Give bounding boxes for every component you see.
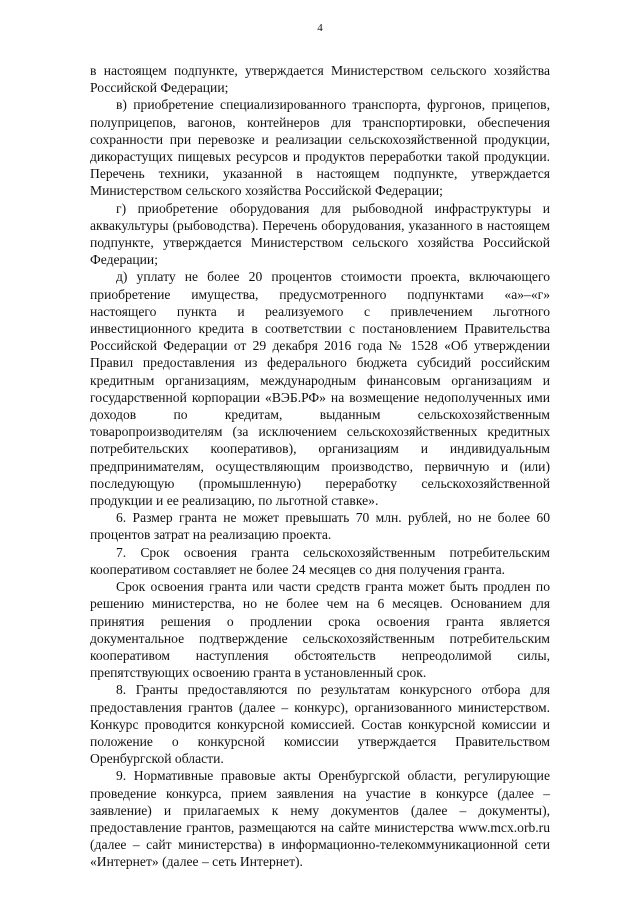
document-body <box>90 62 550 871</box>
paragraph-item-d: д) уплату не более 20 процентов стоимости проекта, включающего приобретение имущества, предусмотренного подпунктами «а»–«г» настоящего пункта и реализуемого с привлечением льготного инвестиционного кредита в соответствии с постановлением Правительства Российской Федерации от 29 декабря 2016 года № 1528 «Об утверждении Правил предоставления из федерального бюджета субсидий российским кредитным организациям, международным финансовым организациям и государственной корпорации «ВЭБ.РФ» на возмещение недополученных ими доходов по кредитам, выданным сельскохозяйственным товаропроизводителям (за исключением сельскохозяйственных кредитных потребительских кооперативов), организациям и индивидуальным предпринимателям, осуществляющим производство, первичную и (или) последующую (промышленную) переработку сельскохозяйственной продукции и ее реализацию, по льготной ставке». <box>90 269 550 509</box>
page-number: 4 <box>317 22 323 34</box>
paragraph-clause-7-extension: Срок освоения гранта или части средств гранта может быть продлен по решению министерства, но не более чем на 6 месяцев. Основанием для принятия решения о продлении срока освоения гранта является документальное подтверждение сельскохозяйственным потребительским кооперативом наступления обстоятельств непреодолимой силы, препятствующих освоению гранта в установленный срок. <box>90 579 550 681</box>
paragraph-item-g: г) приобретение оборудования для рыбоводной инфраструктуры и аквакультуры (рыбоводства). Перечень оборудования, указанного в настоящем подпункте, утверждается Министерством сельского хозяйства Российской Федерации; <box>90 200 550 268</box>
paragraph-clause-7: 7. Срок освоения гранта сельскохозяйственным потребительским кооперативом составляет не более 24 месяцев со дня получения гранта. <box>90 544 550 577</box>
paragraph-item-v: в) приобретение специализированного транспорта, фургонов, прицепов, полуприцепов, вагонов, контейнеров для транспортировки, обеспечения сохранности при перевозке и реализации сельскохозяйственной продукции, дикорастущих пищевых ресурсов и продуктов переработки такой продукции. Перечень техники, указанной в настоящем подпункте, утверждается Министерством сельского хозяйства Российской Федерации; <box>90 97 550 199</box>
paragraph-clause-6: 6. Размер гранта не может превышать 70 млн. рублей, но не более 60 процентов затрат на реализацию проекта. <box>90 510 550 543</box>
paragraph-continuation: в настоящем подпункте, утверждается Министерством сельского хозяйства Российской Федерации; <box>90 63 550 96</box>
paragraph-clause-8: 8. Гранты предоставляются по результатам конкурсного отбора для предоставления грантов (далее – конкурс), организованного министерством. Конкурс проводится конкурсной комиссией. Состав конкурсной комиссии и положение о конкурсной комиссии утверждается Правительством Оренбургской области. <box>90 682 550 767</box>
paragraph-clause-9: 9. Нормативные правовые акты Оренбургской области, регулирующие проведение конкурса, прием заявления на участие в конкурсе (далее – заявление) и прилагаемых к нему документов (далее – документы), предоставление грантов, размещаются на сайте министерства www.mcx.orb.ru (далее – сайт министерства) в информационно-телекоммуникационной сети «Интернет» (далее – сеть Интернет). <box>90 768 550 870</box>
